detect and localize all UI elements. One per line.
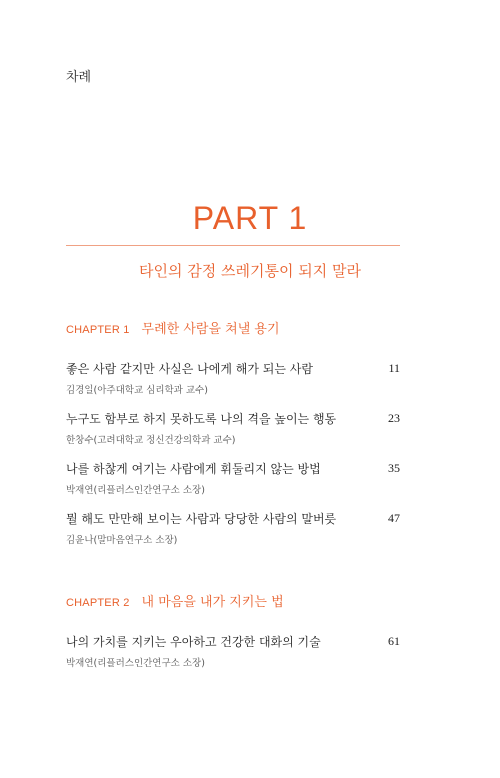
toc-entry[interactable] — [66, 360, 400, 410]
part-title: PART 1 — [192, 200, 308, 236]
chapter-label: CHAPTER 2 — [66, 597, 130, 609]
toc-entry[interactable] — [66, 460, 400, 510]
toc-entry[interactable] — [66, 510, 400, 560]
toc-entry-page: 61 — [388, 634, 400, 648]
chapter-title: 무례한 사람을 쳐낼 용기 — [141, 322, 280, 337]
toc-entry-list — [66, 360, 400, 560]
toc-entry-author: 김윤나(말마음연구소 소장) — [66, 535, 178, 546]
toc-entry[interactable] — [66, 633, 400, 683]
chapter-section — [66, 591, 400, 683]
part-subtitle: 타인의 감정 쓰레기통이 되지 말라 — [139, 262, 361, 280]
toc-entry-author: 김경일(아주대학교 심리학과 교수) — [66, 385, 208, 396]
toc-entry-title: 나를 하찮게 여기는 사람에게 휘둘리지 않는 방법 — [66, 462, 321, 476]
toc-entry-page: 35 — [388, 461, 400, 475]
toc-entry-title: 나의 가치를 지키는 우아하고 건강한 대화의 기술 — [66, 635, 321, 649]
toc-entry-title: 누구도 함부로 하지 못하도록 나의 격을 높이는 행동 — [66, 412, 337, 426]
part-divider — [66, 245, 400, 246]
chapter-section — [66, 318, 400, 560]
toc-entry-author: 박재연(리플러스인간연구소 소장) — [66, 658, 205, 669]
toc-entry-list — [66, 633, 400, 683]
toc-entry-author: 한창수(고려대학교 정신건강의학과 교수) — [66, 435, 236, 446]
toc-entry-title: 뭘 해도 만만해 보이는 사람과 당당한 사람의 말버릇 — [66, 512, 337, 526]
toc-entry-author: 박재연(리플러스인간연구소 소장) — [66, 485, 205, 496]
toc-entry-page: 11 — [388, 361, 400, 375]
chapter-title: 내 마음을 내가 지키는 법 — [141, 595, 284, 610]
chapter-heading — [66, 318, 400, 340]
toc-entry-page: 47 — [388, 511, 400, 525]
toc-entry[interactable] — [66, 410, 400, 460]
toc-entry-title: 좋은 사람 같지만 사실은 나에게 해가 되는 사람 — [66, 362, 313, 376]
chapter-heading — [66, 591, 400, 613]
page-header-title: 차례 — [66, 70, 92, 85]
chapter-label: CHAPTER 1 — [66, 324, 130, 336]
toc-entry-page: 23 — [388, 411, 400, 425]
